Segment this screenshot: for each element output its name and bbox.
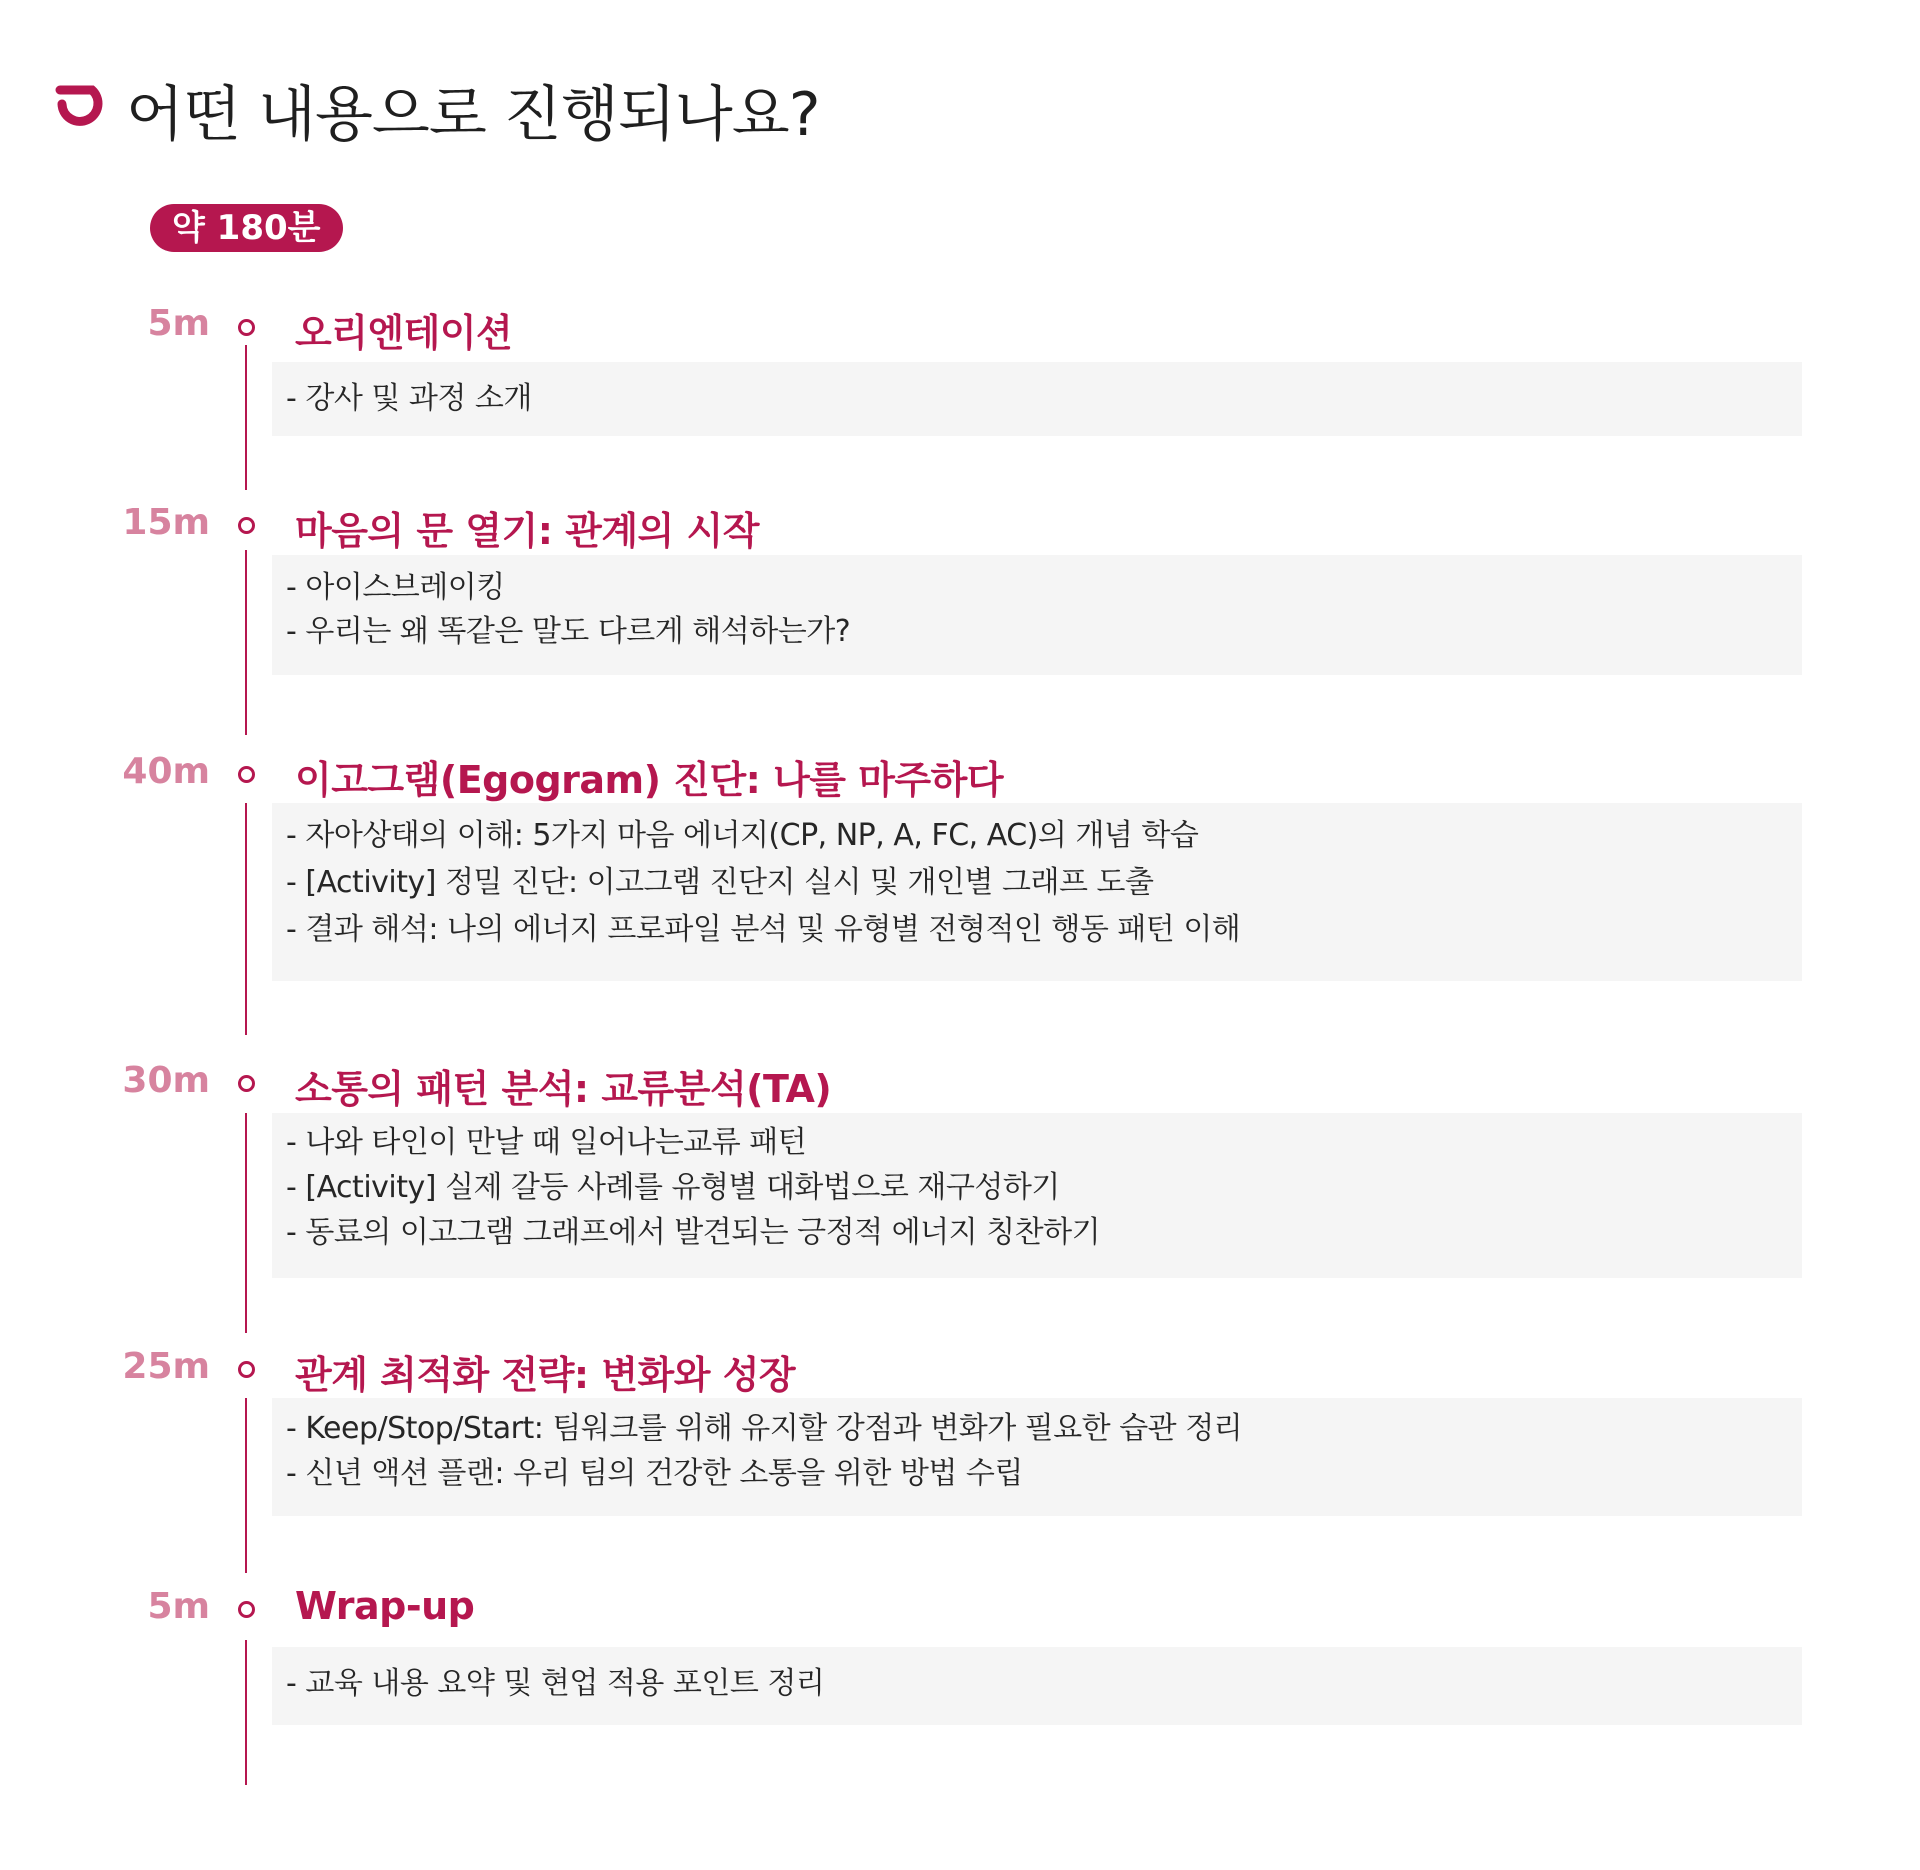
session-box — [272, 1647, 1802, 1725]
session-box — [272, 362, 1802, 436]
timeline-line — [245, 1398, 247, 1573]
session-box — [272, 803, 1802, 981]
session-item: - 교육 내용 요약 및 현업 적용 포인트 정리 — [286, 1666, 825, 1701]
timeline-node-icon — [238, 1361, 255, 1378]
timeline-line — [245, 1640, 247, 1785]
session-box — [272, 1398, 1802, 1516]
session-item: - Keep/Stop/Start: 팀워크를 위해 유지할 강점과 변화가 필요한 습관 정리 — [286, 1411, 1243, 1446]
session-item: - 강사 및 과정 소개 — [286, 381, 532, 416]
ring-logo-icon — [52, 82, 108, 138]
session-item: - [Activity] 정밀 진단: 이고그램 진단지 실시 및 개인별 그래프 도출 — [286, 865, 1154, 900]
timeline-node-icon — [238, 1075, 255, 1092]
session-item: - 우리는 왜 똑같은 말도 다르게 해석하는가? — [286, 614, 851, 649]
timeline-node-icon — [238, 1601, 255, 1618]
page-header — [52, 70, 820, 150]
session-item: - 아이스브레이킹 — [286, 570, 505, 605]
timeline-node-icon — [238, 517, 255, 534]
session-title: 소통의 패턴 분석: 교류분석(TA) — [295, 1067, 832, 1111]
session-item: - 신년 액션 플랜: 우리 팀의 건강한 소통을 위한 방법 수립 — [286, 1456, 1023, 1491]
session-title: 이고그램(Egogram) 진단: 나를 마주하다 — [295, 758, 1004, 802]
session-time: 25m — [122, 1346, 210, 1387]
timeline-line — [245, 803, 247, 1035]
session-item: - 자아상태의 이해: 5가지 마음 에너지(CP, NP, A, FC, AC)의 개념 학습 — [286, 818, 1199, 853]
timeline-node-icon — [238, 766, 255, 783]
session-title: 관계 최적화 전략: 변화와 성장 — [295, 1353, 796, 1397]
session-title: Wrap-up — [295, 1584, 475, 1628]
session-time: 15m — [122, 502, 210, 543]
session-item: - 나와 타인이 만날 때 일어나는교류 패턴 — [286, 1125, 807, 1160]
session-time: 40m — [122, 751, 210, 792]
timeline-line — [245, 345, 247, 490]
timeline-node-icon — [238, 319, 255, 336]
timeline-line — [245, 1113, 247, 1333]
session-title: 오리엔테이션 — [295, 311, 513, 355]
timeline-line — [245, 550, 247, 735]
session-time: 5m — [147, 303, 210, 344]
session-time: 5m — [147, 1586, 210, 1627]
session-box — [272, 1113, 1802, 1278]
session-title: 마음의 문 열기: 관계의 시작 — [295, 509, 759, 553]
session-item: - 결과 해석: 나의 에너지 프로파일 분석 및 유형별 전형적인 행동 패턴 이해 — [286, 912, 1241, 947]
session-item: - 동료의 이고그램 그래프에서 발견되는 긍정적 에너지 칭찬하기 — [286, 1215, 1101, 1250]
session-time: 30m — [122, 1060, 210, 1101]
session-item: - [Activity] 실제 갈등 사례를 유형별 대화법으로 재구성하기 — [286, 1170, 1060, 1205]
duration-badge: 약 180분 — [150, 204, 343, 252]
session-box — [272, 555, 1802, 675]
page-title: 어떤 내용으로 진행되나요? — [126, 80, 820, 150]
